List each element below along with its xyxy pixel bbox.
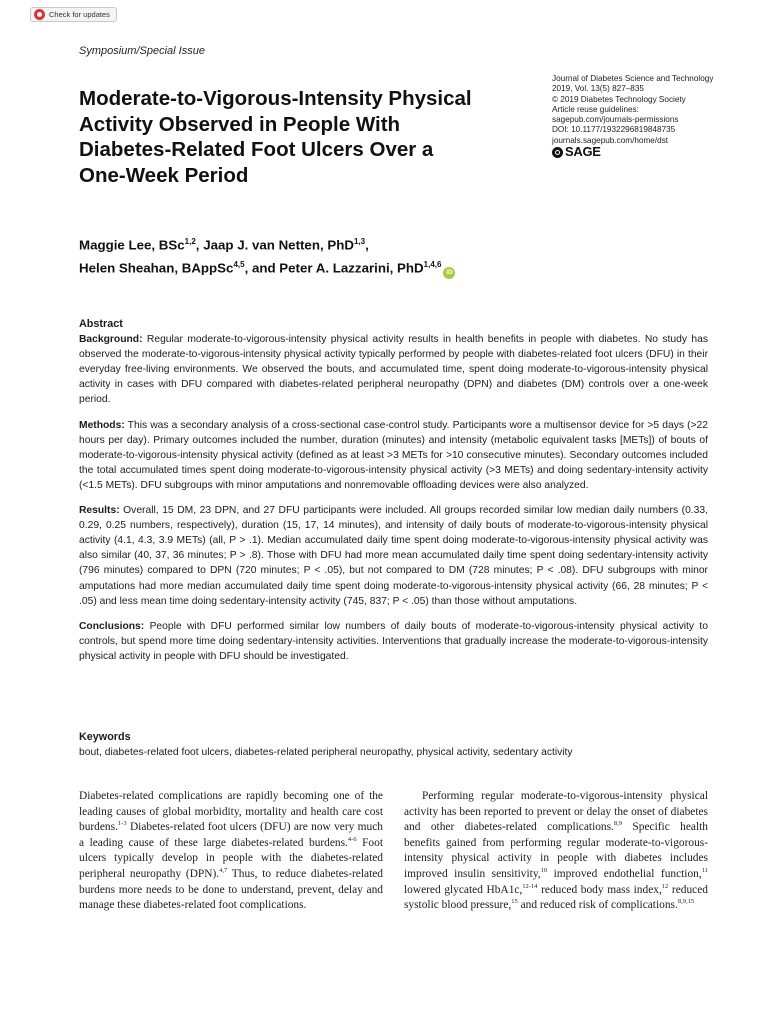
- citation-ref[interactable]: 15: [511, 898, 518, 906]
- check-for-updates-label: Check for updates: [49, 10, 110, 19]
- body-text: lowered glycated HbA1c,: [404, 883, 523, 896]
- author-separator: ,: [365, 237, 369, 253]
- article-title: Moderate-to-Vigorous-Intensity Physical Activity Observed in People With Diabetes-Related Foot Ulcers Over a One-Week Period: [79, 87, 472, 187]
- results-text: Overall, 15 DM, 23 DPN, and 27 DFU participants were included. All groups recorded similar low median daily numbers (0.33, 0.29, 0.25 numbers, respectively), duration (15, 17, 14 minutes), and intensity of daily bouts of moderate-to-vigorous-intensity physical activity (4.1, 4.3, 3.9 METs) (all, P > .1). Median accumulated daily time spent doing moderate-to-vigorous-intensity physical activity was also similar (40, 37, 36 minutes; P > .8). Those with DFU had more mean accumulated daily time spent doing sedentary-intensity activity (796 minutes) compared to DPN (720 minutes; P < .05), but not compared to DM (728 minutes; P < .08). DFU subgroups with minor amputations had more median accumulated daily time spent doing moderate-to-vigorous-intensity physical activity (66, 28 minutes; P < .05) and less mean time doing sedentary-intensity activity (745, 837; P < .05) than those without amputations.: [79, 505, 708, 607]
- doi-link[interactable]: DOI: 10.1177/1932296819848735: [552, 125, 676, 135]
- author-affiliation: 1,3: [353, 237, 366, 246]
- abstract-heading: Abstract: [79, 318, 123, 330]
- keywords-heading: Keywords: [79, 731, 131, 743]
- methods-label: Methods:: [79, 419, 125, 431]
- citation-ref[interactable]: 11: [701, 867, 708, 875]
- publisher-name: SAGE: [565, 144, 601, 160]
- orcid-icon[interactable]: iD: [443, 267, 455, 279]
- author-name: Peter A. Lazzarini, PhD: [279, 260, 424, 276]
- section-label: Symposium/Special Issue: [79, 45, 205, 57]
- abstract: [79, 317, 708, 674]
- keywords: [79, 730, 708, 760]
- body-text: and reduced risk of complications.: [517, 899, 678, 912]
- abstract-conclusions: [79, 619, 708, 664]
- citation-ref[interactable]: 8,9,15: [677, 898, 695, 906]
- author-affiliation: 4,5: [233, 260, 245, 270]
- reuse-guidelines-link[interactable]: sagepub.com/journals-permissions: [552, 115, 679, 125]
- citation-ref[interactable]: 12: [661, 882, 669, 890]
- reuse-guidelines-label: Article reuse guidelines:: [552, 104, 639, 114]
- journal-home-link[interactable]: journals.sagepub.com/home/dst: [552, 135, 669, 145]
- author-name: Helen Sheahan, BAppSc: [79, 260, 234, 276]
- abstract-results: [79, 503, 708, 609]
- conclusions-label: Conclusions:: [79, 620, 145, 632]
- body-text: Foot ulcers typically develop in people with the diabetes-related peripheral neuropathy (DPN).: [79, 836, 383, 880]
- citation-ref[interactable]: 1-3: [117, 820, 127, 828]
- check-for-updates-badge[interactable]: [30, 7, 117, 22]
- journal-info: [552, 74, 732, 158]
- update-icon: [34, 9, 45, 20]
- abstract-background: [79, 332, 708, 407]
- citation-ref[interactable]: 12-14: [522, 882, 538, 890]
- citation-ref[interactable]: 10: [540, 867, 548, 875]
- citation-ref[interactable]: 4,7: [219, 867, 228, 875]
- methods-text: This was a secondary analysis of a cross-sectional case-control study. Participants wore a multisensor device for >5 days (>22 hours per day). Primary outcomes included the number, duration (minutes) and intensity (metabolic equivalent tasks [METs]) of bouts of moderate-to-vigorous-intensity physical activity (defined as at least >3 METs for >10 consecutive minutes). Secondary outcomes included the total accumulated times spent doing moderate-to-vigorous-intensity physical activity (>3 METs) and doing sedentary-intensity activity (<1.5 METs). DFU subgroups with minor amputations and nonremovable offloading devices were also analyzed.: [79, 419, 708, 491]
- body-text: improved endothelial function,: [547, 867, 702, 880]
- journal-name: Journal of Diabetes Science and Technology: [552, 74, 714, 83]
- body-text: reduced body mass index,: [537, 883, 662, 896]
- author-affiliation: 1,4,6: [423, 260, 442, 270]
- background-text: Regular moderate-to-vigorous-intensity physical activity results in health benefits in people with diabetes. No study has observed the moderate-to-vigorous-intensity physical activity typically performed by people with diabetes-related foot ulcers (DFU) in their everyday free-living environments. We observed the bouts, and accumulated time, spent doing moderate-to-vigorous-intensity physical activity in cases with DFU compared with diabetes-related peripheral neuropathy (DPN) and diabetes (DM) controls over a one-week period.: [79, 334, 708, 406]
- background-label: Background:: [79, 334, 143, 346]
- author-separator: , and: [244, 260, 280, 276]
- journal-copyright: © 2019 Diabetes Technology Society: [552, 94, 686, 104]
- author-list: [79, 232, 539, 279]
- sage-logo-icon: [552, 147, 563, 158]
- body-text: Diabetes-related complications are rapidly becoming one of the leading causes of global morbidity, mortality and health care cost burdens.: [79, 790, 383, 834]
- keywords-list: bout, diabetes-related foot ulcers, diabetes-related peripheral neuropathy, physical activity, sedentary activity: [79, 747, 573, 758]
- body-column-right: [404, 789, 708, 914]
- body-text: Thus, to reduce diabetes-related burdens more needs to be done to understand, prevent, delay and manage these diabetes-related foot complications.: [79, 867, 384, 912]
- body-text: Performing regular moderate-to-vigorous-intensity physical activity has been reported to prevent or delay the onset of diabetes and other diabetes-related complications.: [404, 790, 708, 834]
- citation-ref[interactable]: 4-6: [347, 835, 357, 843]
- body-text: reduced systolic blood pressure,: [404, 883, 708, 912]
- abstract-methods: [79, 418, 708, 493]
- body-column-left: [79, 789, 383, 914]
- sage-logo: [552, 144, 732, 160]
- results-label: Results:: [79, 505, 120, 517]
- conclusions-text: People with DFU performed similar low numbers of daily bouts of moderate-to-vigorous-intensity physical activity to controls, but spend more time doing sedentary-intensity activities. Interventions that gradually increase the moderate-to-vigorous-intensity physical activity in people with DFU should be investigated.: [79, 620, 708, 662]
- author-name: Jaap J. van Netten, PhD: [203, 237, 354, 253]
- body-text: Diabetes-related foot ulcers (DFU) are now very much a leading cause of these large diabetes-related burdens.: [79, 821, 383, 849]
- author-separator: ,: [195, 237, 204, 253]
- citation-ref[interactable]: 8,9: [613, 820, 623, 828]
- body-text: Specific health benefits gained from performing regular moderate-to-vigorous-intensity physical activity in people with diabetes includes improved insulin sensitivity,: [404, 821, 708, 880]
- journal-volume: 2019, Vol. 13(5) 827–835: [552, 84, 644, 94]
- author-name: Maggie Lee, BSc: [79, 237, 185, 253]
- author-affiliation: 1,2: [184, 237, 196, 246]
